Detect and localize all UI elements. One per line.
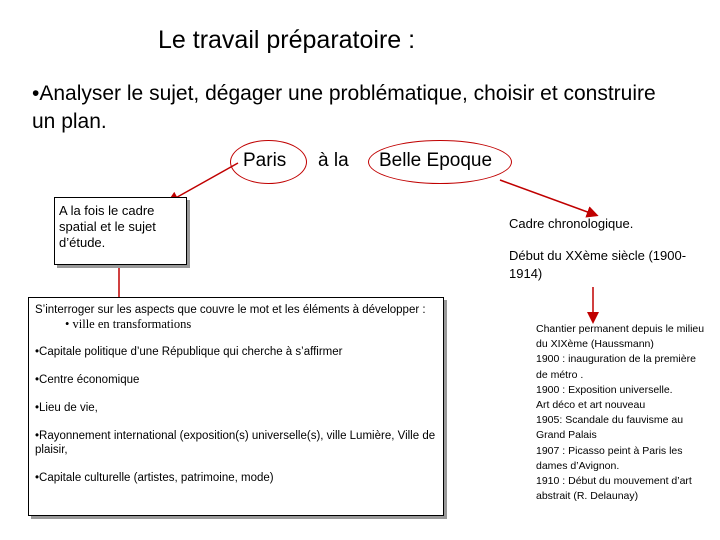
aspect-item: •Capitale politique d’une République qui cherche à s’affirmer: [35, 346, 343, 358]
event-item: 1910 : Début du mouvement d’art abstrait (R. Delaunay): [536, 475, 692, 503]
chronology: [509, 215, 689, 283]
arrow-epoque-to-chrono: [500, 180, 593, 214]
event-item: Chantier permanent depuis le milieu du XIXème (Haussmann): [536, 323, 705, 351]
subject-belle-epoque: Belle Epoque: [379, 150, 493, 171]
event-item: 1907 : Picasso peint à Paris les dames d’Avignon.: [536, 444, 683, 472]
aspects-box: [28, 297, 444, 516]
page-title: Le travail préparatoire :: [158, 26, 416, 54]
event-item: 1905: Scandale du fauvisme au Grand Palais: [536, 414, 684, 442]
event-item: Art déco et art nouveau: [536, 399, 646, 412]
event-item: 1900 : inauguration de la première de métro .: [536, 353, 696, 381]
subject-paris: Paris: [243, 150, 287, 171]
aspect-item: •Rayonnement international (exposition(s) universelle(s), ville Lumière, Ville de plaisir,: [35, 430, 436, 456]
events-list: [536, 322, 706, 504]
aspect-item: •Capitale culturelle (artistes, patrimoine, mode): [35, 472, 274, 484]
event-item: 1900 : Exposition universelle.: [536, 383, 673, 396]
arrow-paris-to-box: [172, 163, 238, 200]
aspect-item: •Lieu de vie,: [35, 402, 98, 414]
aspect-item: •Centre économique: [35, 374, 140, 386]
aspects-intro: S’interroger sur les aspects que couvre le mot et les éléments à développer :: [35, 304, 426, 316]
intro-bullet: •Analyser le sujet, dégager une problématique, choisir et construire un plan.: [32, 82, 656, 133]
subject-a-la: à la: [318, 150, 349, 171]
spatial-frame-box: A la fois le cadre spatial et le sujet d’étude.: [54, 197, 187, 265]
chrono-label: Cadre chronologique.: [509, 216, 634, 231]
chrono-period: Début du XXème siècle (1900-1914): [509, 248, 687, 281]
aspect-item: • ville en transformations: [65, 317, 192, 331]
